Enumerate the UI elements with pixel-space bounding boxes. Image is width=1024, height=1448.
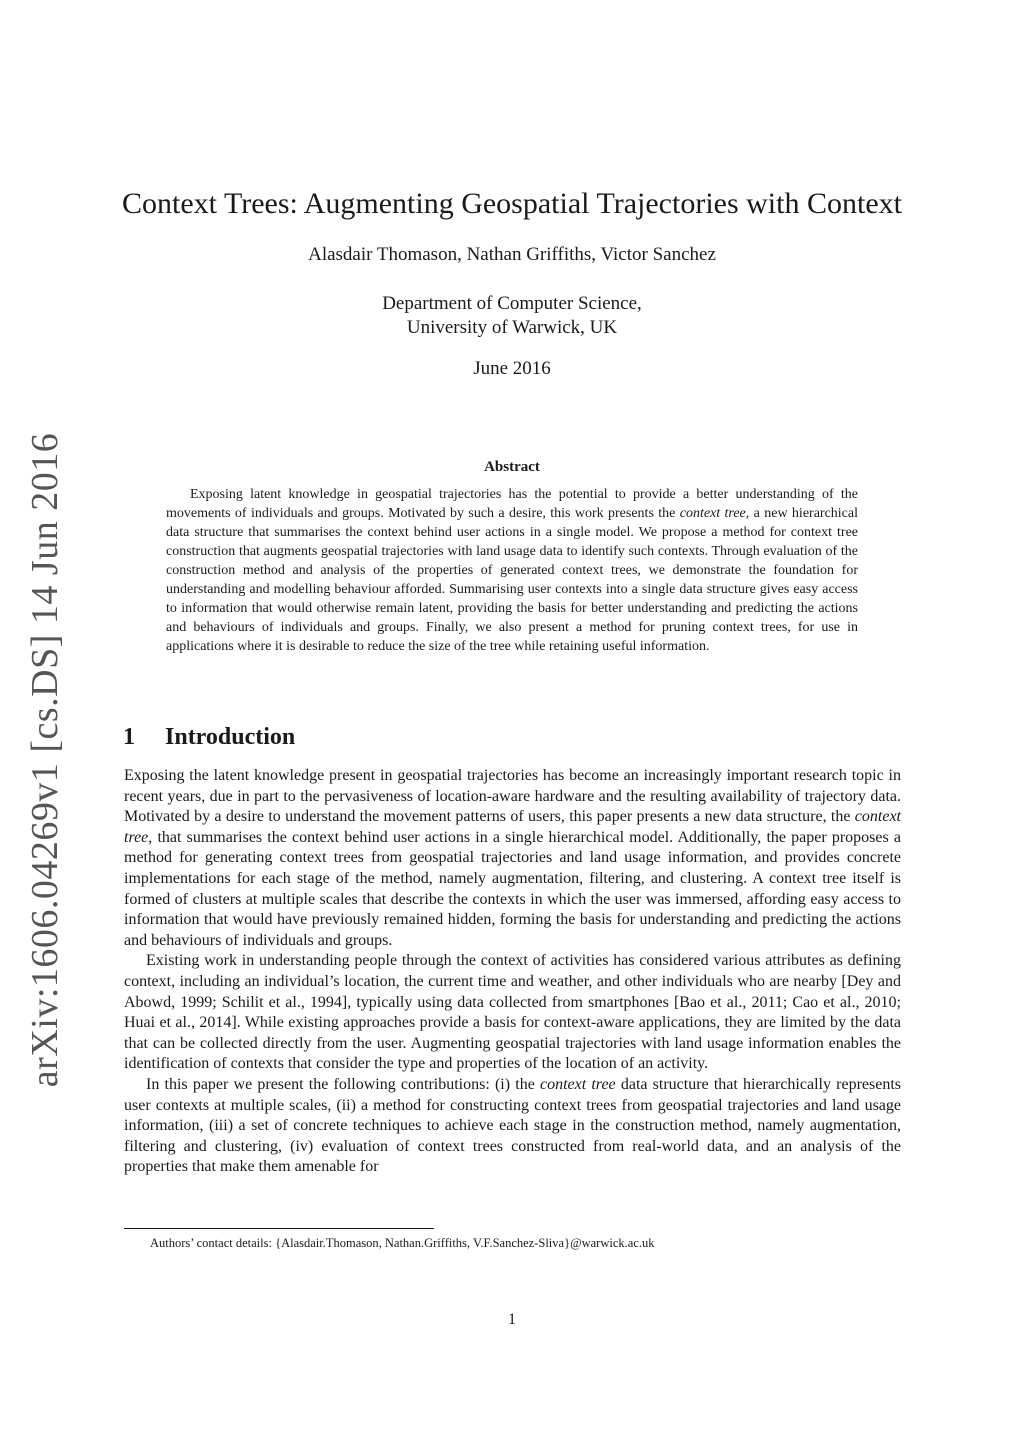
- affiliation-line-1: Department of Computer Science,: [382, 293, 642, 314]
- abstract-text-part-1: Exposing latent knowledge in geospatial trajectories has the potential to provide a better understanding of the movements of individuals and groups. Motivated by such a desire, this work presents the: [166, 487, 858, 521]
- abstract-heading: Abstract: [484, 459, 540, 475]
- abstract-text: [166, 485, 858, 656]
- paragraph-1-part-2: , that summarises the context behind user actions in a single hierarchical model. Additionally, the paper proposes a method for generating context trees from geospatial trajectories and land usage information, and provides concrete implementations for each stage of the method, namely augmentation, filtering, and clustering. A context tree itself is formed of clusters at multiple scales that describe the contexts in which the user was immersed, affording easy access to information that would have previously remained hidden, forming the basis for understanding and predicting the actions and behaviours of individuals and groups.: [124, 828, 901, 949]
- arxiv-identifier: arXiv:1606.04269v1 [cs.DS] 14 Jun 2016: [24, 432, 66, 1088]
- paragraph-1: [124, 766, 901, 951]
- section-title: Introduction: [165, 724, 296, 750]
- abstract-text-part-2: , a new hierarchical data structure that summarises the context behind user actions in a single model. We propose a method for context tree construction that augments geospatial trajectories with land usage data to identify such contexts. Through evaluation of the construction method and analysis of the properties of generated context trees, we demonstrate the foundation for understanding and modelling behaviour afforded. Summarising user contexts into a single data structure gives easy access to information that would otherwise remain latent, providing the basis for better understanding and predicting the actions and behaviours of individuals and groups. Finally, we also present a method for pruning context trees, for use in applications where it is desirable to reduce the size of the tree while retaining useful information.: [166, 506, 858, 654]
- paragraph-1-part-1: Exposing the latent knowledge present in geospatial trajectories has become an increasingly important research topic in recent years, due in part to the pervasiveness of location-aware hardware and the resulting availability of trajectory data. Motivated by a desire to understand the movement patterns of users, this paper presents a new data structure, the: [124, 767, 901, 826]
- paper-title: Context Trees: Augmenting Geospatial Trajectories with Context: [122, 187, 902, 220]
- page-number: 1: [508, 1311, 516, 1328]
- introduction-body: [124, 766, 901, 1178]
- paragraph-2: Existing work in understanding people through the context of activities has considered various attributes as defining context, including an individual’s location, the current time and weather, and other individuals who are nearby [Dey and Abowd, 1999; Schilit et al., 1994], typically using data collected from smartphones [Bao et al., 2011; Cao et al., 2010; Huai et al., 2014]. While existing approaches provide a basis for context-aware applications, they are limited by the data that can be collected directly from the user. Augmenting geospatial trajectories with land usage information enables the identification of contexts that consider the type and properties of the location of an activity.: [124, 952, 901, 1073]
- abstract-emphasis: context tree: [679, 506, 746, 521]
- affiliation-line-2: University of Warwick, UK: [406, 317, 618, 338]
- paragraph-1-emphasis: context tree: [124, 808, 901, 846]
- paragraph-3: [124, 1075, 901, 1178]
- publication-date: June 2016: [473, 358, 551, 379]
- footnote-rule: [124, 1228, 434, 1229]
- arxiv-sidebar: [0, 432, 90, 1088]
- section-heading: [123, 722, 823, 752]
- paragraph-3-part-2: data structure that hierarchically represents user contexts at multiple scales, (ii) a method for constructing context trees from geospatial trajectories and land usage information, (iii) a set of concrete techniques to achieve each stage in the construction method, namely augmentation, filtering and clustering, (iv) evaluation of context trees constructed from real-world data, and an analysis of the properties that make them amenable for: [124, 1075, 902, 1176]
- footnote: Authors’ contact details: {Alasdair.Thomason, Nathan.Griffiths, V.F.Sanchez-Sliva}@warwick.ac.uk: [150, 1236, 655, 1250]
- affiliation: [100, 292, 924, 340]
- paragraph-3-part-1: In this paper we present the following contributions: (i) the: [146, 1075, 540, 1093]
- section-number: 1: [123, 724, 135, 750]
- author-list: Alasdair Thomason, Nathan Griffiths, Victor Sanchez: [308, 244, 716, 265]
- paragraph-3-emphasis: context tree: [539, 1075, 616, 1093]
